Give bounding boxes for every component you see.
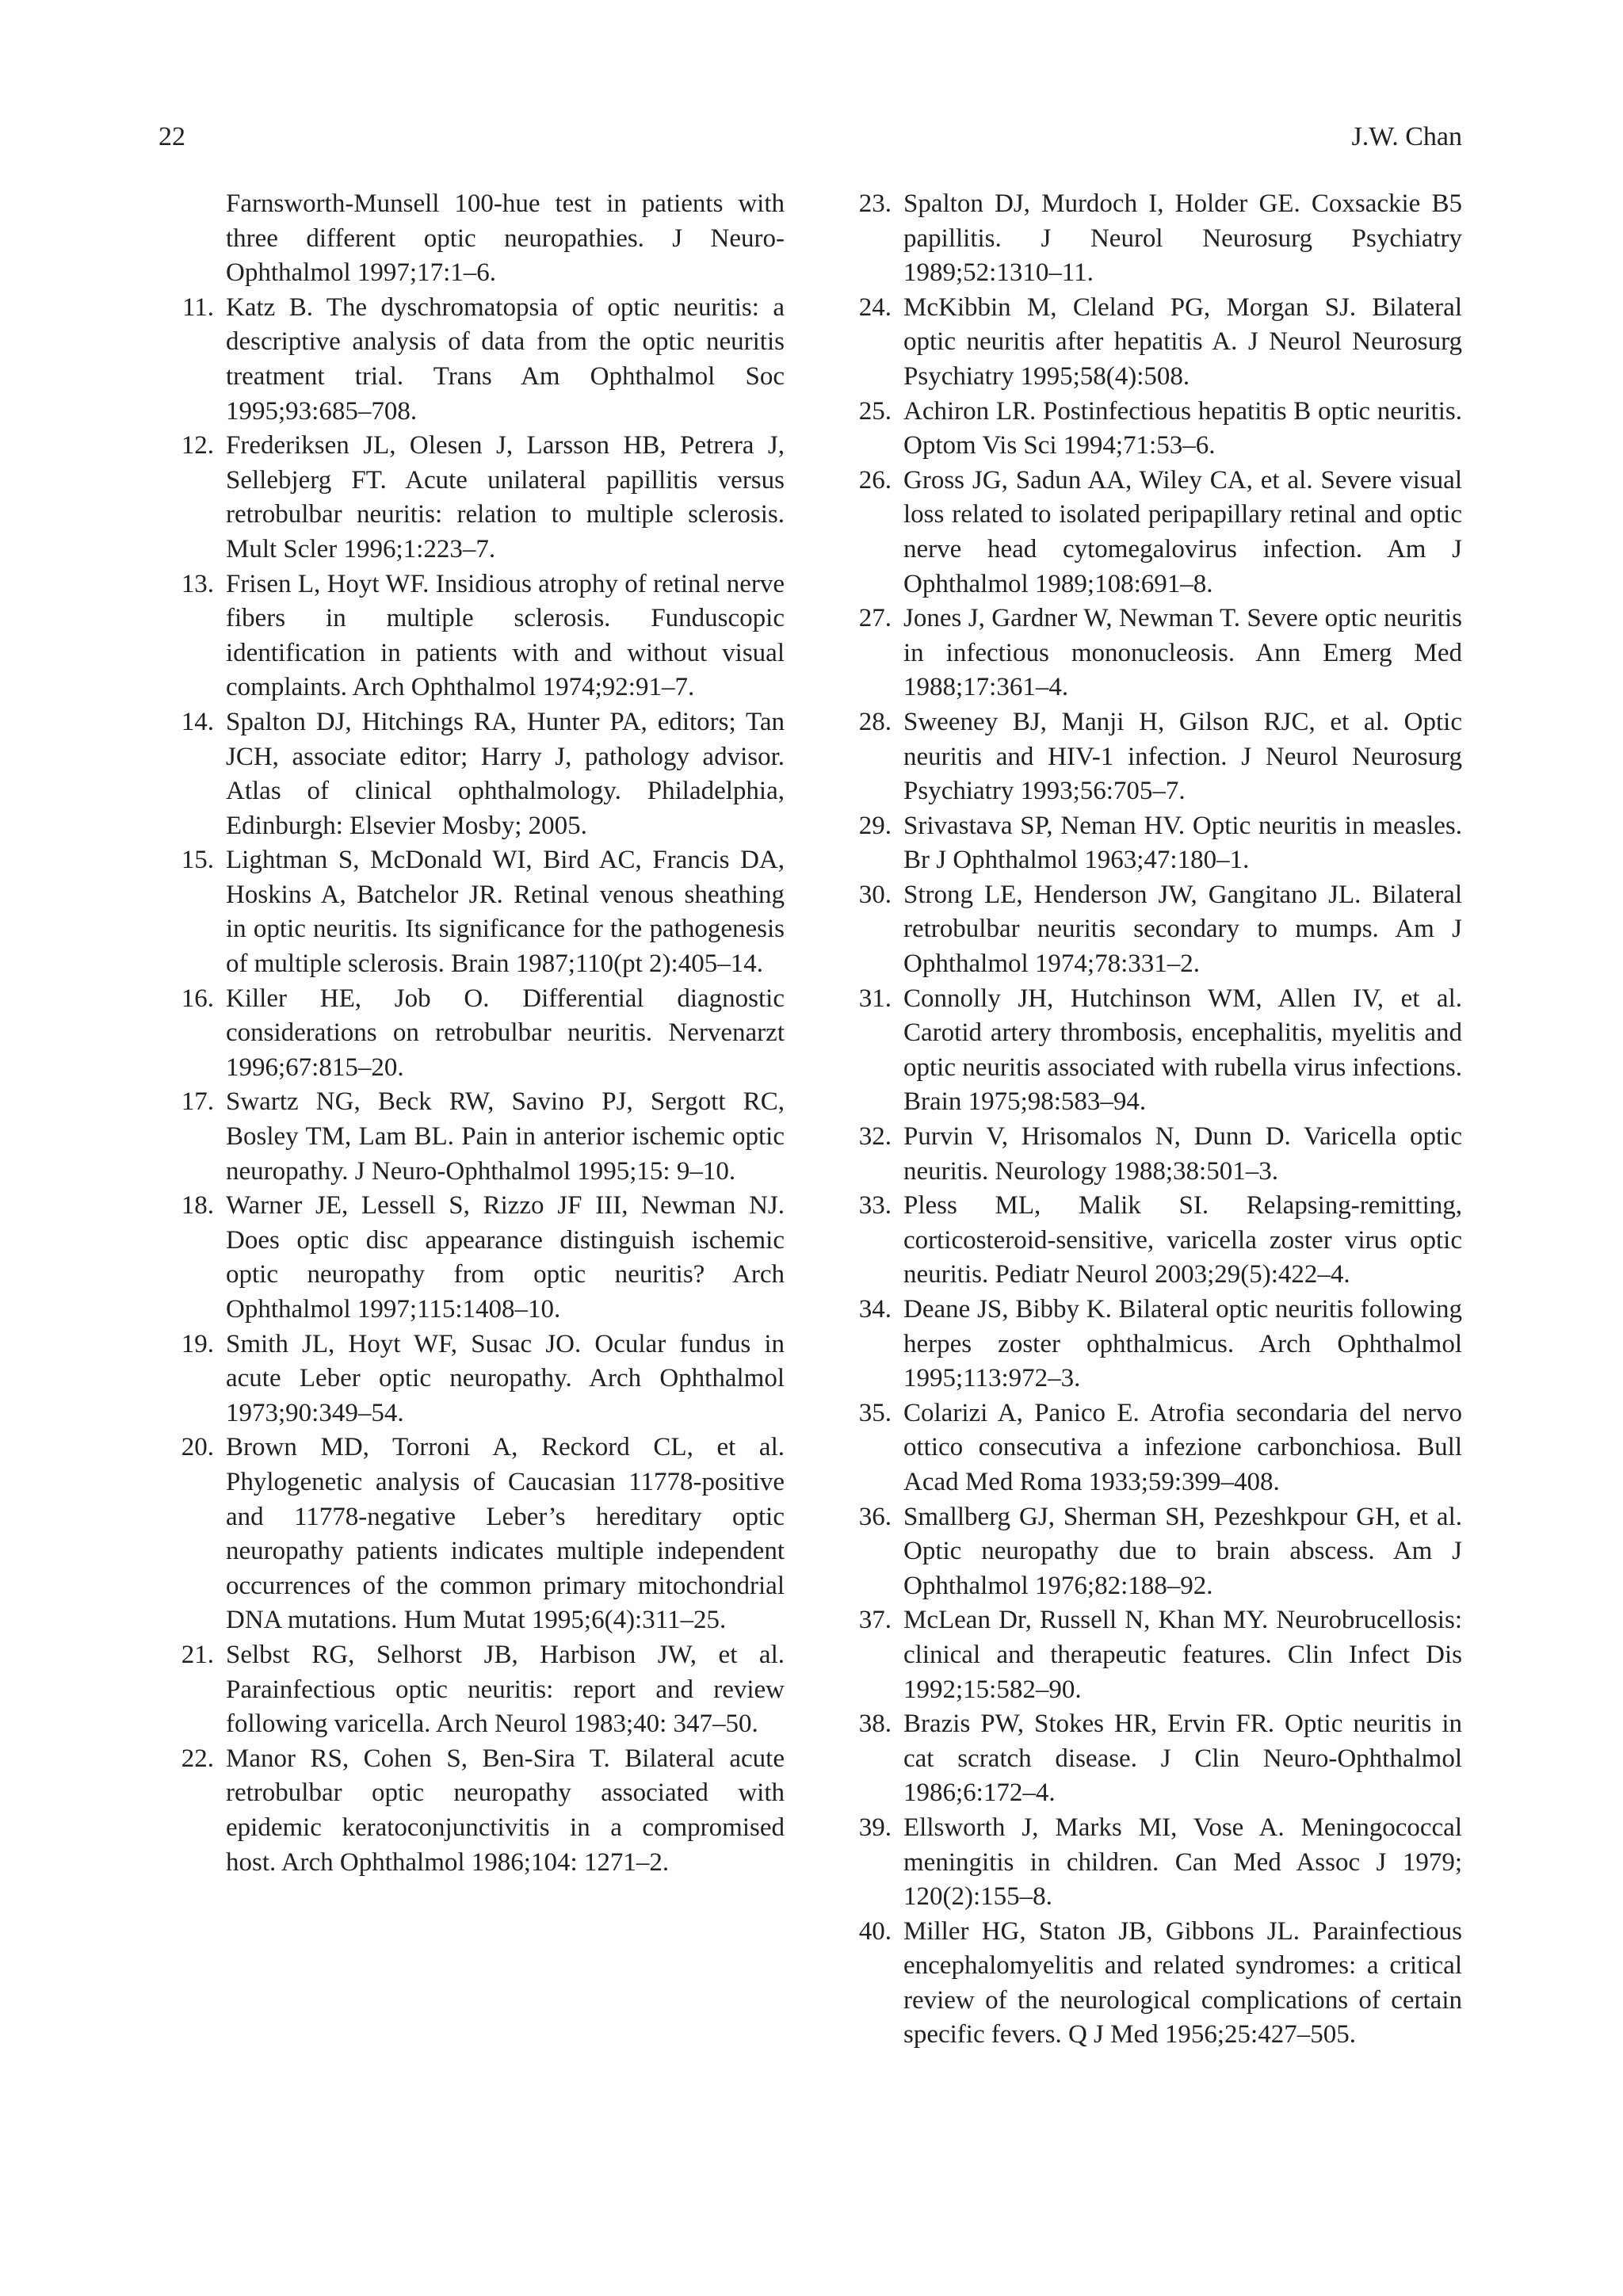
reference-item [836,1500,1462,1604]
reference-text: Spalton DJ, Hitchings RA, Hunter PA, editors; Tan JCH, associate editor; Harry J, pathology advisor. Atlas of clinical ophthalmology. Philadelphia, Edinburgh: Elsevier Mosby; 2005. [226,707,785,840]
reference-text: Warner JE, Lessell S, Rizzo JF III, Newman NJ. Does optic disc appearance distinguish ischemic optic neuropathy from optic neuritis? Arch Ophthalmol 1997;115:1408–10. [226,1191,785,1324]
reference-text: Farnsworth-Munsell 100-hue test in patients with three different optic neuropathies. J Neuro-Ophthalmol 1997;17:1–6. [226,189,785,288]
reference-item [158,705,785,843]
reference-number: 39. [858,1813,892,1842]
reference-number: 31. [858,984,892,1013]
reference-number: 34. [858,1295,892,1324]
reference-item [836,982,1462,1120]
reference-text: Colarizi A, Panico E. Atrofia secondaria del nervo ottico consecutiva a infezione carbonchiosa. Bull Acad Med Roma 1933;59:399–408. [903,1398,1462,1496]
reference-text: Katz B. The dyschromatopsia of optic neuritis: a descriptive analysis of data from the optic neuritis treatment trial. Trans Am Ophthalmol Soc 1995;93:685–708. [226,292,785,426]
reference-text: Smith JL, Hoyt WF, Susac JO. Ocular fundus in acute Leber optic neuropathy. Arch Ophthalmol 1973;90:349–54. [226,1329,785,1427]
reference-number: 33. [858,1191,892,1221]
references-right-column [836,187,1462,2053]
reference-number: 16. [181,984,214,1013]
running-head: J.W. Chan [1351,122,1462,151]
page-header [158,117,1462,157]
reference-number: 18. [181,1191,214,1221]
reference-text: Achiron LR. Postinfectious hepatitis B optic neuritis. Optom Vis Sci 1994;71:53–6. [903,396,1462,460]
reference-item [836,705,1462,809]
reference-text: Connolly JH, Hutchinson WM, Allen IV, et al. Carotid artery thrombosis, encephalitis, myelitis and optic neuritis associated with rubella virus infections. Brain 1975;98:583–94. [903,984,1462,1117]
reference-item [158,567,785,705]
reference-text: Srivastava SP, Neman HV. Optic neuritis in measles. Br J Ophthalmol 1963;47:180–1. [903,811,1462,875]
reference-number: 24. [858,292,892,322]
references-left-column [158,187,785,1880]
reference-number: 11. [181,292,214,322]
reference-text: Gross JG, Sadun AA, Wiley CA, et al. Severe visual loss related to isolated peripapillary retinal and optic nerve head cytomegalovirus infection. Am J Ophthalmol 1989;108:691–8. [903,465,1462,598]
reference-number: 29. [858,811,892,840]
reference-item [158,1085,785,1189]
reference-item [158,1742,785,1880]
reference-item [836,602,1462,705]
reference-number: 19. [181,1329,214,1358]
reference-text: McKibbin M, Cleland PG, Morgan SJ. Bilateral optic neuritis after hepatitis A. J Neurol Neurosurg Psychiatry 1995;58(4):508. [903,292,1462,391]
reference-item [158,291,785,429]
reference-item [836,291,1462,395]
reference-item [836,187,1462,291]
reference-text: McLean Dr, Russell N, Khan MY. Neurobrucellosis: clinical and therapeutic features. Clin Infect Dis 1992;15:582–90. [903,1606,1462,1704]
reference-item [836,1915,1462,2053]
reference-number: 38. [858,1710,892,1739]
reference-item [836,1396,1462,1500]
reference-number: 17. [181,1087,214,1117]
reference-number: 37. [858,1606,892,1635]
reference-text: Sweeney BJ, Manji H, Gilson RJC, et al. Optic neuritis and HIV-1 infection. J Neurol Neurosurg Psychiatry 1993;56:705–7. [903,707,1462,806]
reference-item [836,878,1462,982]
reference-number: 28. [858,707,892,736]
reference-number: 13. [181,569,214,598]
reference-item [158,429,785,567]
reference-number: 12. [181,431,214,460]
reference-number: 26. [858,465,892,495]
reference-text: Strong LE, Henderson JW, Gangitano JL. Bilateral retrobulbar neuritis secondary to mumps. Am J Ophthalmol 1974;78:331–2. [903,880,1462,979]
reference-item [158,1638,785,1742]
reference-text: Smallberg GJ, Sherman SH, Pezeshkpour GH, et al. Optic neuropathy due to brain abscess. Am J Ophthalmol 1976;82:188–92. [903,1502,1462,1600]
reference-item [836,809,1462,878]
reference-item [836,1189,1462,1293]
reference-item [158,1189,785,1327]
reference-text: Ellsworth J, Marks MI, Vose A. Meningococcal meningitis in children. Can Med Assoc J 1979; 120(2):155–8. [903,1813,1462,1912]
reference-text: Swartz NG, Beck RW, Savino PJ, Sergott RC, Bosley TM, Lam BL. Pain in anterior ischemic optic neuropathy. J Neuro-Ophthalmol 1995;15: 9–10. [226,1087,785,1186]
reference-number: 25. [858,396,892,426]
reference-item [836,464,1462,602]
reference-number: 35. [858,1398,892,1427]
reference-text: Manor RS, Cohen S, Ben-Sira T. Bilateral acute retrobulbar optic neuropathy associated with epidemic keratoconjunctivitis in a compromised host. Arch Ophthalmol 1986;104: 1271–2. [226,1744,785,1877]
reference-number: 36. [858,1502,892,1531]
reference-item [158,982,785,1086]
reference-text: Brown MD, Torroni A, Reckord CL, et al. Phylogenetic analysis of Caucasian 11778-positive and 11778-negative Leber’s hereditary optic neuropathy patients indicates multiple independent occurrences of the common primary mitochondrial DNA mutations. Hum Mutat 1995;6(4):311–25. [226,1433,785,1635]
reference-number: 14. [181,707,214,736]
reference-number: 23. [858,189,892,218]
reference-number: 21. [181,1640,214,1669]
reference-text: Brazis PW, Stokes HR, Ervin FR. Optic neuritis in cat scratch disease. J Clin Neuro-Ophthalmol 1986;6:172–4. [903,1710,1462,1808]
reference-item [158,843,785,981]
reference-item [158,1328,785,1431]
reference-text: Pless ML, Malik SI. Relapsing-remitting, corticosteroid-sensitive, varicella zoster virus optic neuritis. Pediatr Neurol 2003;29(5):422–4. [903,1191,1462,1289]
reference-number: 30. [858,880,892,909]
reference-item [836,1811,1462,1915]
reference-item [836,1707,1462,1811]
reference-item [836,1120,1462,1189]
reference-text: Killer HE, Job O. Differential diagnostic considerations on retrobulbar neuritis. Nervenarzt 1996;67:815–20. [226,984,785,1082]
reference-text: Frisen L, Hoyt WF. Insidious atrophy of retinal nerve fibers in multiple sclerosis. Funduscopic identification in patients with and without visual complaints. Arch Ophthalmol 1974;92:91–7. [226,569,785,702]
reference-number: 22. [181,1744,214,1773]
reference-item [158,187,785,291]
reference-text: Selbst RG, Selhorst JB, Harbison JW, et al. Parainfectious optic neuritis: report and review following varicella. Arch Neurol 1983;40: 347–50. [226,1640,785,1739]
reference-number: 20. [181,1433,214,1462]
reference-item [836,1293,1462,1396]
reference-text: Frederiksen JL, Olesen J, Larsson HB, Petrera J, Sellebjerg FT. Acute unilateral papillitis versus retrobulbar neuritis: relation to multiple sclerosis. Mult Scler 1996;1:223–7. [226,431,785,563]
reference-text: Jones J, Gardner W, Newman T. Severe optic neuritis in infectious mononucleosis. Ann Emerg Med 1988;17:361–4. [903,604,1462,702]
reference-number: 40. [858,1916,892,1946]
reference-text: Deane JS, Bibby K. Bilateral optic neuritis following herpes zoster ophthalmicus. Arch Ophthalmol 1995;113:972–3. [903,1295,1462,1393]
reference-number: 15. [181,846,214,875]
reference-number: 27. [858,604,892,633]
reference-text: Spalton DJ, Murdoch I, Holder GE. Coxsackie B5 papillitis. J Neurol Neurosurg Psychiatry 1989;52:1310–11. [903,189,1462,288]
reference-item [836,395,1462,464]
reference-item [836,1603,1462,1707]
reference-item [158,1431,785,1638]
reference-text: Miller HG, Staton JB, Gibbons JL. Parainfectious encephalomyelitis and related syndromes: a critical review of the neurological complications of certain specific fevers. Q J Med 1956;25:427–505. [903,1916,1462,2050]
reference-number: 32. [858,1122,892,1152]
reference-text: Lightman S, McDonald WI, Bird AC, Francis DA, Hoskins A, Batchelor JR. Retinal venous sheathing in optic neuritis. Its significance for the pathogenesis of multiple sclerosis. Brain 1987;110(pt 2):405–14. [226,846,785,979]
page-number: 22 [158,122,185,151]
reference-text: Purvin V, Hrisomalos N, Dunn D. Varicella optic neuritis. Neurology 1988;38:501–3. [903,1122,1462,1186]
